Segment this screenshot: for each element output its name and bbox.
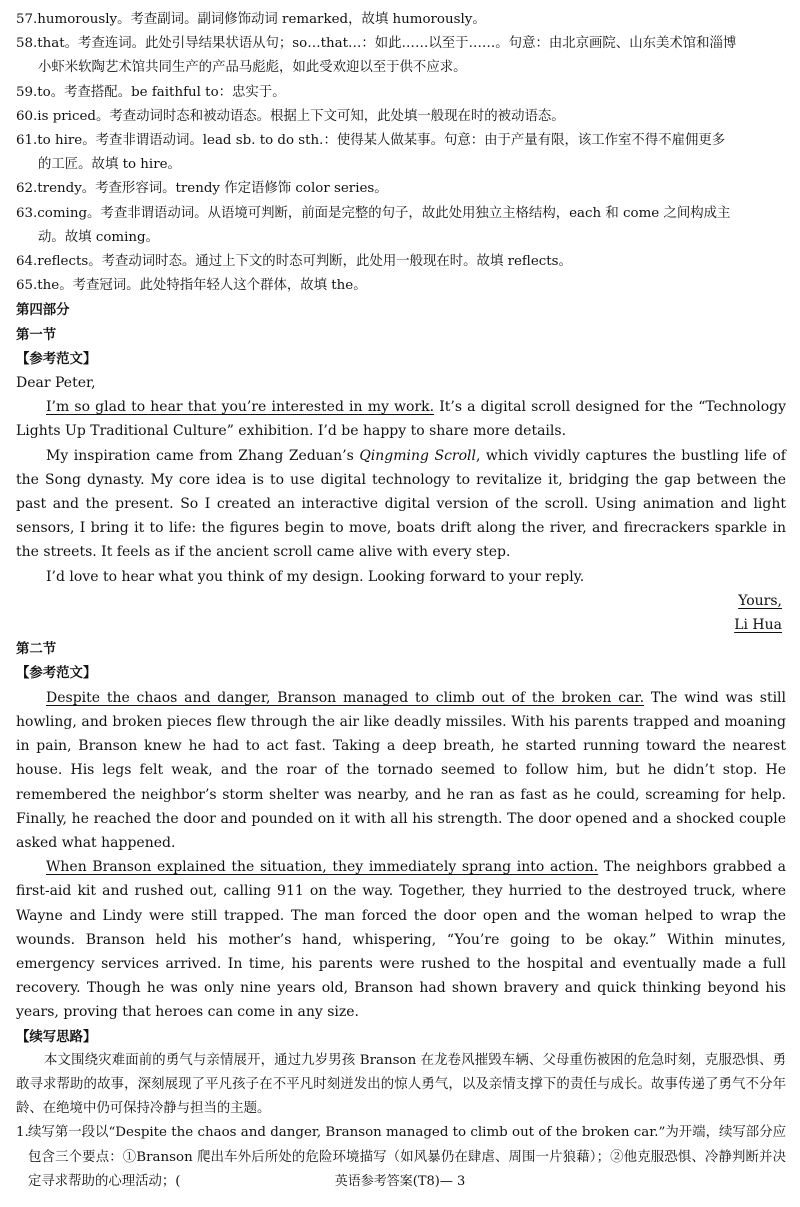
answer-number: 57. — [16, 12, 38, 27]
letter-paragraph-2 — [16, 444, 786, 565]
underlined-opening-sentence: Despite the chaos and danger, Branson managed to climb out of the broken car. — [46, 689, 645, 706]
point-number: 1. — [16, 1125, 29, 1141]
answer-text: the。考查冠词。此处特指年轻人这个群体，故填 the。 — [37, 278, 367, 294]
point-text: 续写第一段以“Despite the chaos and danger, Branson managed to climb out of the broken car.”为开端，续写部分应包含三个要点：①Branson 爬出车外后所处的危险环境描写（如风暴仍在肆虐、周围一片狼藉）；②他克服恐惧、冷静判断并决定寻求帮助的心理活动；( — [28, 1125, 786, 1189]
answer-63-continued: 动。故填 coming。 — [38, 229, 159, 245]
answer-text: is priced。考查动词时态和被动语态。根据上下文可知，此处填一般现在时的被动语态。 — [37, 108, 565, 124]
paragraph-text: The wind was still howling, and broken pieces flew through the air like deadly missiles. With his parents trapped and moaning in pain, Branson knew he had to act fast. Taking a deep breath, he started running toward the nearest house. His legs felt weak, and the roar of the tornado seemed to follow him, but he didn’t stop. He remembered the neighbor’s storm shelter was nearby, and he ran as fast as he could, screaming for help. Finally, he reached the door and pounded on it with all his strength. The door opened and a shocked couple asked what happened. — [16, 689, 787, 851]
paragraph-text: , which vividly captures the bustling life of the Song dynasty. My core idea is to use digital technology to revitalize it, bridging the gap between the past and the present. So I created an interactive digital version of the scroll. Using animation and light sensors, I bring it to life: the figures begin to move, boats drift along the river, and firecrackers sparkle in the streets. It feels as if the ancient scroll came alive with every step. — [16, 447, 786, 561]
artwork-title: Qingming Scroll — [359, 447, 476, 464]
letter-signature — [16, 613, 786, 637]
part-four-heading: 第四部分 — [16, 302, 70, 319]
answer-64 — [16, 250, 786, 274]
answer-text: to。考查搭配。be faithful to：忠实于。 — [37, 84, 286, 100]
answer-number: 63. — [16, 205, 38, 221]
answer-text: reflects。考查动词时态。通过上下文的时态可判断，此处用一般现在时。故填 reflects。 — [37, 254, 572, 270]
letter-salutation: Dear Peter, — [16, 375, 96, 392]
answer-number: 61. — [16, 133, 38, 149]
writing-ideas-paragraph: 本文围绕灾难面前的勇气与亲情展开，通过九岁男孩 Branson 在龙卷风摧毁车辆、父母重伤被困的危急时刻，克服恐惧、勇敢寻求帮助的故事，深刻展现了平凡孩子在不平凡时刻迸发出的惊人勇气，以及亲情支撑下的责任与成长。故事传递了勇气不分年龄、在绝境中仍可保持冷静与担当的主题。 — [16, 1052, 786, 1117]
signature-text: Li Hua — [734, 617, 782, 634]
letter-paragraph-3: I’d love to hear what you think of my design. Looking forward to your reply. — [46, 568, 585, 585]
section-one-heading: 第一节 — [16, 326, 57, 343]
answer-65 — [16, 274, 786, 298]
answer-60 — [16, 105, 786, 129]
underlined-opening-sentence: When Branson explained the situation, they immediately sprang into action. — [46, 859, 599, 876]
sample-essay-label-2: 【参考范文】 — [16, 665, 97, 682]
story-paragraph-2 — [16, 855, 786, 1024]
answer-text: that。考查连词。此处引导结果状语从句；so…that…：如此……以至于……。句意：由北京画院、山东美术馆和淄博 — [37, 36, 737, 52]
writing-ideas-label: 【续写思路】 — [16, 1028, 97, 1045]
paragraph-text: My inspiration came from Zhang Zeduan’s — [46, 447, 360, 464]
answer-58 — [16, 32, 786, 56]
section-two-heading: 第二节 — [16, 641, 57, 658]
page-footer: 英语参考答案(T8)— 3 — [334, 1174, 466, 1189]
underlined-opening-sentence: I’m so glad to hear that you’re interested in my work. — [46, 399, 435, 416]
paragraph-text: It’s a digital scroll designed for the “Technology Lights Up Traditional Culture” exhibition. I’d be happy to share more details. — [16, 399, 786, 440]
answer-number: 64. — [16, 254, 38, 270]
answer-number: 62. — [16, 181, 38, 197]
answer-text: trendy。考查形容词。trendy 作定语修饰 color series。 — [37, 181, 388, 197]
answer-57 — [16, 8, 786, 32]
answer-text: coming。考查非谓语动词。从语境可判断，前面是完整的句子，故此处用独立主格结构，each 和 come 之间构成主 — [37, 205, 731, 221]
sample-essay-label: 【参考范文】 — [16, 350, 97, 367]
answer-number: 59. — [16, 84, 38, 100]
answer-number: 60. — [16, 108, 38, 124]
answer-61 — [16, 129, 786, 153]
answer-58-continued: 小虾米软陶艺术馆共同生产的产品马彪彪，如此受欢迎以至于供不应求。 — [38, 60, 467, 76]
letter-closing — [16, 589, 786, 613]
answer-63 — [16, 202, 786, 226]
answer-61-continued: 的工匠。故填 to hire。 — [38, 157, 181, 173]
letter-paragraph-1 — [16, 395, 786, 443]
answer-list — [16, 8, 786, 298]
story-paragraph-1 — [16, 686, 786, 855]
answer-59 — [16, 81, 786, 105]
answer-number: 58. — [16, 36, 38, 52]
paragraph-text: The neighbors grabbed a first-aid kit and rushed out, calling 911 on the way. Together, they hurried to the destroyed truck, where Wayne and Lindy were still trapped. The man forced the door open and the woman helped to wrap the wounds. Branson held his mother’s hand, whispering, “You’re going to be okay.” Within minutes, emergency services arrived. In time, his parents were rushed to the hospital and eventually made a full recovery. Though he was only nine years old, Branson had shown bravery and quick thinking beyond his years, proving that heroes can come in any size. — [16, 859, 787, 1021]
answer-number: 65. — [16, 278, 38, 294]
answer-62 — [16, 177, 786, 201]
answer-text: humorously。考查副词。副词修饰动词 remarked，故填 humorously。 — [37, 12, 486, 27]
closing-text: Yours, — [738, 592, 782, 609]
answer-text: to hire。考查非谓语动词。lead sb. to do sth.：使得某人做某事。句意：由于产量有限，该工作室不得不雇佣更多 — [37, 133, 726, 149]
